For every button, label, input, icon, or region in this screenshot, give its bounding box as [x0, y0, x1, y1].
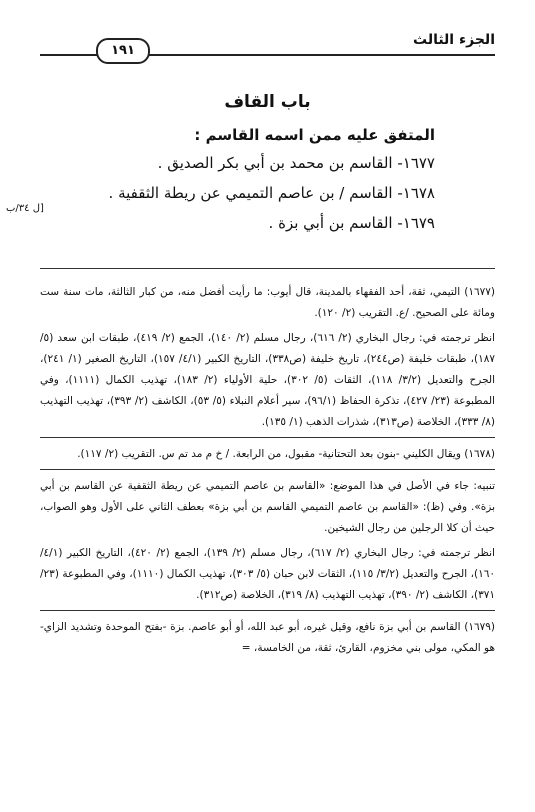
chapter-title: باب القاف [224, 92, 311, 112]
volume-title: الجزء الثالث [413, 32, 495, 48]
footnote-1678: (١٦٧٨) ويقال الكليني -بنون بعد التحتانية- مقبول، من الرابعة. / خ م مد تم س. التقريب (٢/ ١١٧). [77, 448, 495, 460]
manuscript-marginal-note: [ل ٣٤/ب [6, 203, 44, 214]
footnote-1677: (١٦٧٧) التيمي، ثقة، أحد الفقهاء بالمدينة، قال أيوب: ما رأيت أفضل منه، من كبار الثالثة، مات سنة ست ومائة على الصحيح. /ع. التقريب (٢/ ١٢٠). [40, 286, 495, 319]
footnote-1677-refs: انظر ترجمته في: رجال البخاري (٢/ ٦١٦)، رجال مسلم (٢/ ١٤٠)، الجمع (٢/ ٤١٩)، طبقات ابن سعد (٥/ ١٨٧)، طبقات خليفة (ص٢٤٤)، تاريخ خليفة (ص٣٣٨)، التاريخ الكبير (٤/١/ ١٥٧)، التاريخ الصغير (١/ ٢٤١)، الجرح والتعديل (٣/٢/ ١١٨)، الثقات (٥/ ٣٠٢)، حلية الأولياء (٢/ ١٨٣)، تهذيب الكمال (١١١١)، وفي المطبوعة (٢٣/ ٤٢٧)، تذكرة الحفاظ (٩٦/١)، سير أعلام النبلاء (٥/ ٥٣)، الكاشف (٢/ ٣٩٣)، تهذيب التهذيب (٨/ ٣٣٣)، الخلاصة (ص٣١٣)، شذرات الذهب (١/ ١٣٥). [40, 332, 495, 428]
running-header [40, 32, 495, 60]
footnote-separator [40, 437, 495, 438]
footnote-1678-refs: انظر ترجمته في: رجال البخاري (٢/ ٦١٧)، رجال مسلم (٢/ ١٣٩)، الجمع (٢/ ٤٢٠)، التاريخ الكبير (٤/١/ ١٦٠)، الجرح والتعديل (٣/٢/ ١١٥)، الثقات لابن حبان (٥/ ٣٠٣)، تهذيب الكمال (١١١٠)، وفي المطبوعة (٢٣/ ٣٧١)، الكاشف (٢/ ٣٩٠)، تهذيب التهذيب (٨/ ٣١٩)، الخلاصة (ص٣١٢). [40, 547, 495, 601]
footnote-divider [40, 268, 495, 269]
entry-1679: ١٦٧٩- القاسم بن أبي بزة . [268, 214, 435, 232]
footnote-1678-warning: تنبيه: جاء في الأصل في هذا الموضع: «القاسم بن عاصم التميمي عن ريطة الثقفية عن القاسم بن أبي بزة». وفي (ظ): «القاسم بن عاصم التميمي القاسم بن أبي بزة» بعطف الثاني على الأول وهو الصواب، حيث أن كلا الرجلين من رجال الشيخين. [40, 480, 495, 534]
footnote-1679: (١٦٧٩) القاسم بن أبي بزة نافع، وقيل غيره، أبو عبد الله، أو أبو عاصم. بزة -بفتح الموحدة وتشديد الزاي- هو المكي، مولى بني مخزوم، القارئ، ثقة، من الخامسة، = [40, 621, 495, 654]
footnote-separator [40, 610, 495, 611]
entry-1677: ١٦٧٧- القاسم بن محمد بن أبي بكر الصديق . [157, 154, 435, 172]
footnote-separator [40, 469, 495, 470]
page-number-badge: ١٩١ [96, 38, 150, 64]
footnotes [40, 282, 495, 663]
entry-list [75, 126, 435, 244]
section-intro: المتفق عليه ممن اسمه القاسم : [194, 126, 435, 144]
entry-1678: ١٦٧٨- القاسم / بن عاصم التميمي عن ريطة الثقفية . [108, 184, 435, 202]
